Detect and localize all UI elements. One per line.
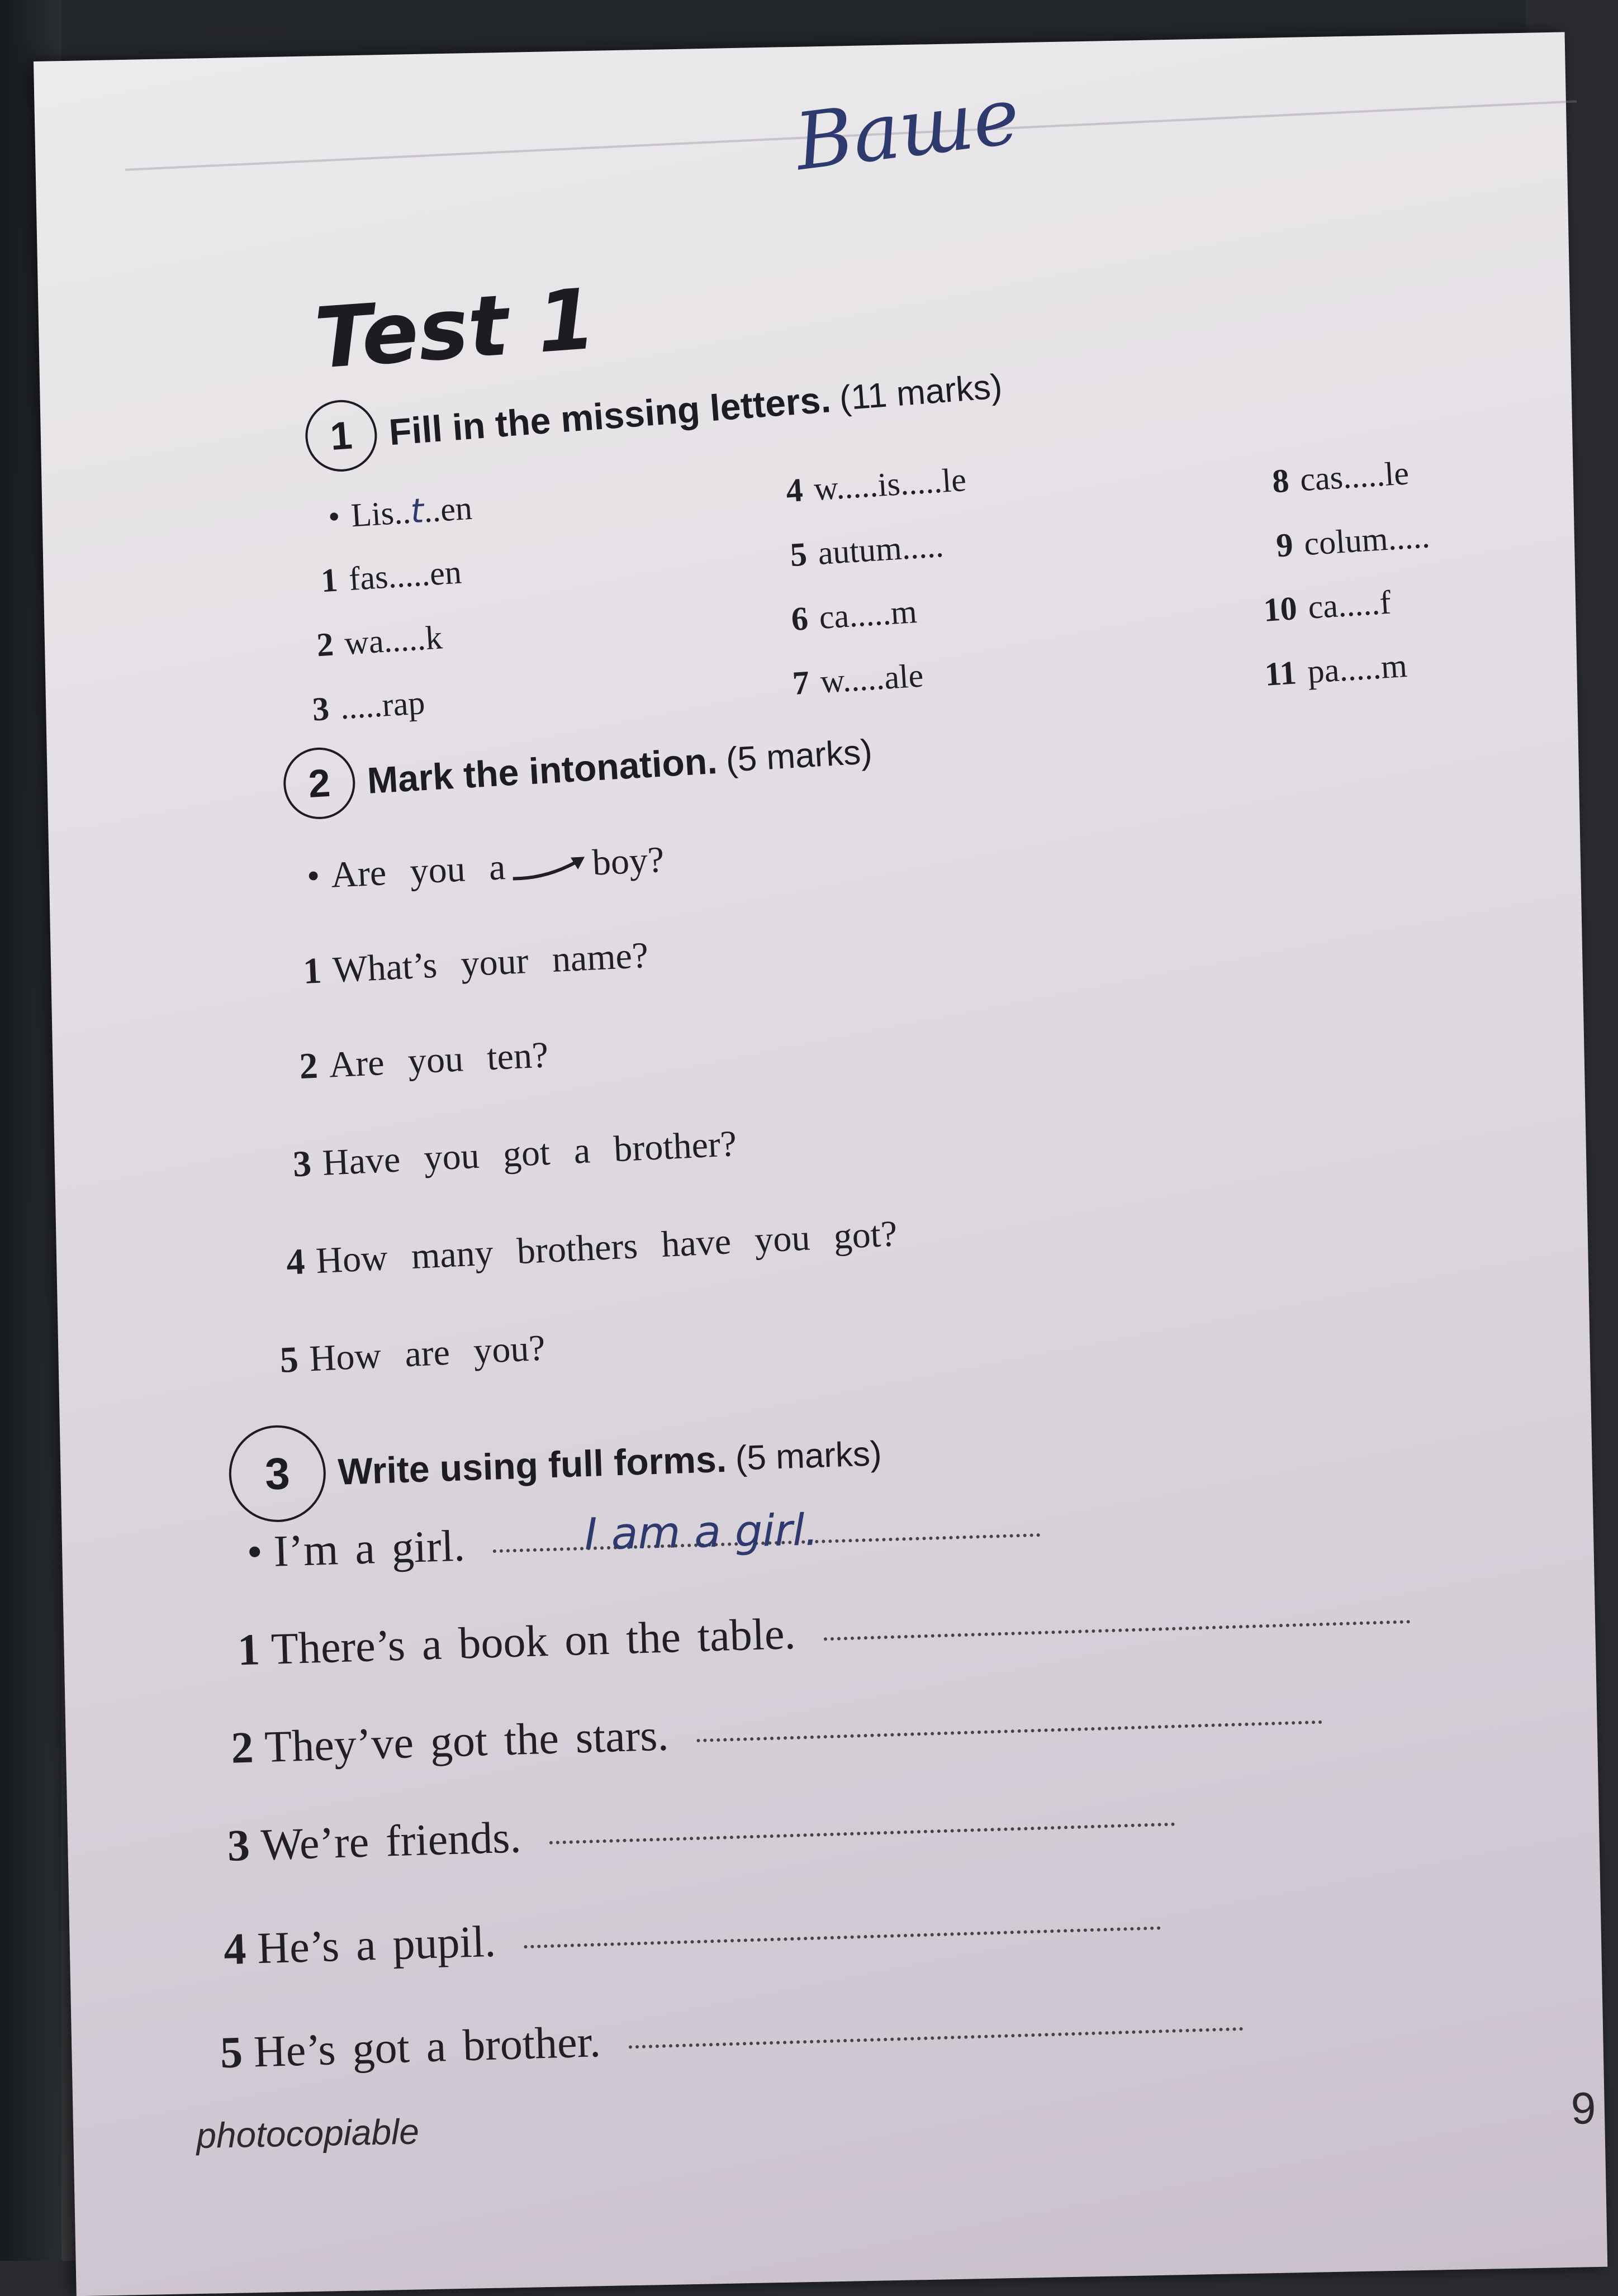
list-item [286,1213,898,1284]
item-text: ca.....f [1307,583,1392,626]
answer-line[interactable] [549,1819,1175,1844]
section-3-number: 3 [227,1424,328,1524]
item-number: 11 [1263,654,1298,693]
bullet: • [306,855,321,897]
item-text: w.....is.....le [813,461,967,508]
item-text: We’re friends. [260,1813,522,1870]
handwritten-name: Ваше [790,70,1024,189]
list-item [789,526,945,574]
item-text: There’s a book on the table. [270,1609,796,1674]
list-item [302,934,649,993]
item-text: They’ve got the stars. [264,1710,670,1772]
item-text: ca.....m [818,593,918,636]
section-3-instruction: Write using full forms. [337,1438,728,1492]
list-item [1275,517,1431,565]
section-1-instruction: Fill in the missing letters. [387,378,832,453]
bullet: • [246,1527,264,1577]
list-item [791,656,924,703]
example-sentence: I’m a girl. [273,1521,466,1576]
item-text: How many brothers have you got? [315,1213,898,1282]
list-item [790,592,918,639]
section-2-marks: (5 marks) [725,732,874,779]
list-item [315,618,443,664]
list-item [1264,647,1408,694]
example-text-after: boy? [591,839,665,883]
item-text: How are you? [308,1327,547,1380]
item-number: 9 [1275,526,1294,564]
item-number: 3 [311,690,330,728]
rising-intonation-arrow-icon [509,850,589,887]
list-item [1263,583,1392,630]
section-3-marks: (5 marks) [734,1434,882,1478]
example-word-start: Lis.. [350,493,412,534]
list-item [237,1590,1411,1676]
item-number: 1 [236,1625,261,1675]
item-text: colum..... [1303,517,1431,563]
item-text: Have you got a brother? [321,1123,738,1183]
item-number: 2 [230,1723,254,1773]
list-item [1271,454,1410,501]
section-2-instruction: Mark the intonation. [366,739,719,801]
item-number: 6 [790,600,809,638]
list-item [220,1998,1244,2079]
item-number: 3 [226,1820,251,1871]
item-number: 4 [285,1241,306,1283]
item-text: fas.....en [348,553,463,598]
answer-line[interactable] [823,1617,1410,1641]
page-title: Test 1 [311,270,599,388]
section-1-example [327,488,473,536]
section-2-number: 2 [282,745,357,821]
item-text: He’s a pupil. [257,1917,497,1974]
item-number: 4 [223,1924,247,1975]
handwritten-answer: I am a girl. [583,1505,819,1560]
answer-line[interactable] [629,2024,1244,2049]
bullet: • [327,497,341,535]
item-number: 4 [785,471,804,510]
item-number: 2 [298,1045,319,1087]
item-text: wa.....k [343,619,444,662]
list-item [230,1691,1323,1774]
item-text: He’s got a brother. [253,2017,601,2077]
item-number: 5 [789,535,808,574]
item-text: cas.....le [1299,454,1410,498]
list-item [227,1793,1176,1872]
item-number: 1 [320,561,339,600]
item-text: Are you ten? [328,1034,549,1086]
section-2-heading [282,716,874,821]
example-text-before: Are you a [330,847,506,896]
list-item [292,1123,737,1186]
section-2-example [306,839,665,898]
answer-line[interactable] [524,1923,1161,1948]
list-item [320,553,462,601]
item-text: .....rap [339,684,426,726]
list-item [785,460,967,510]
item-text: pa.....m [1306,647,1408,690]
item-number: 5 [219,2028,244,2078]
section-1-number: 1 [303,397,379,474]
item-text: w.....ale [819,657,925,700]
photocopiable-label: photocopiable [196,2111,420,2156]
section-1-marks: (11 marks) [838,367,1004,418]
item-text: What’s your name? [331,934,649,991]
item-number: 7 [791,664,811,702]
worksheet-page [34,32,1607,2296]
list-item [223,1896,1161,1975]
item-number: 2 [315,625,335,664]
item-number: 5 [279,1339,300,1381]
list-item [311,683,426,729]
item-number: 1 [302,950,323,992]
handwritten-letter: t [409,491,425,531]
item-number: 8 [1271,462,1290,500]
example-word-end: ..en [423,489,473,530]
item-number: 10 [1262,590,1298,629]
answer-line[interactable] [696,1717,1322,1742]
list-item [298,1034,549,1088]
item-number: 3 [292,1143,312,1185]
item-text: autum..... [817,526,945,572]
page-number: 9 [1570,2083,1597,2133]
list-item [279,1327,546,1382]
